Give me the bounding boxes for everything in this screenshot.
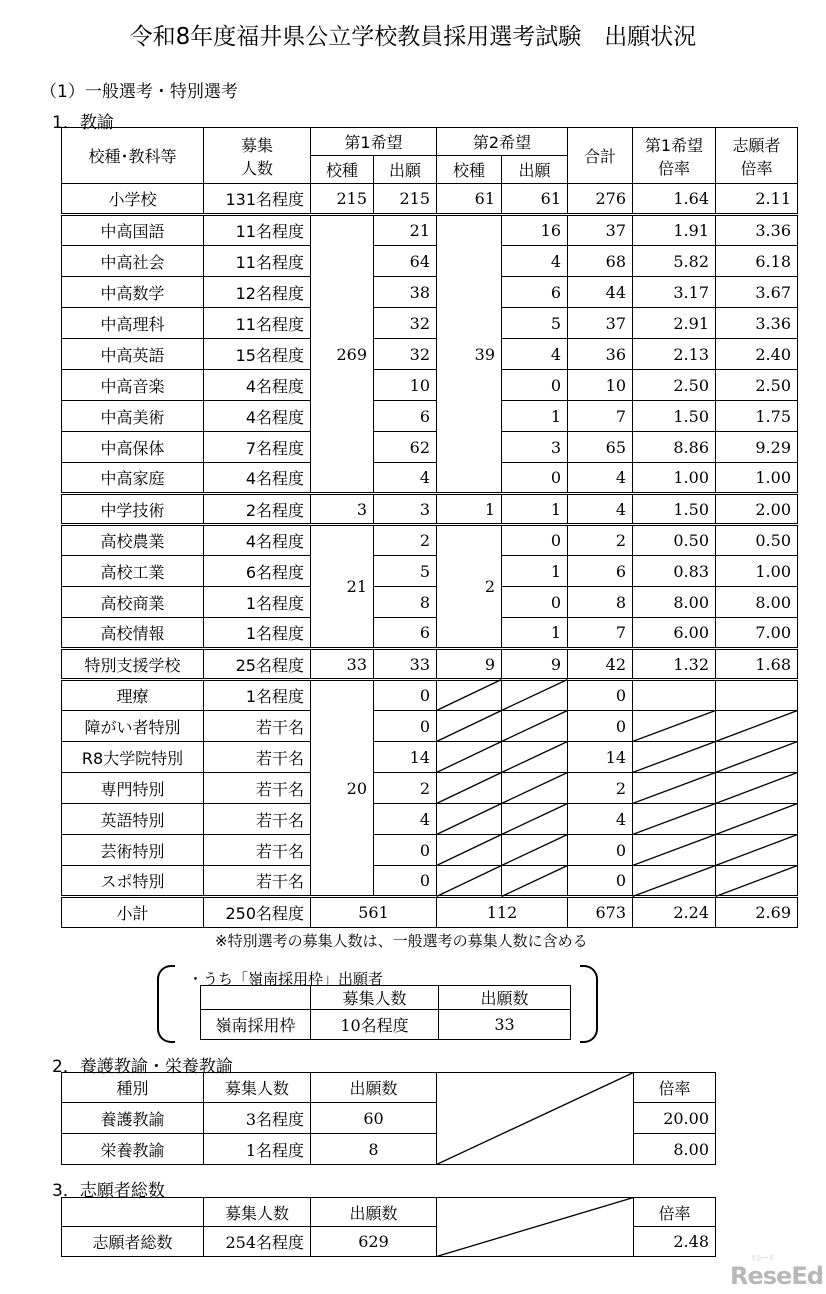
row-first-type: 269	[311, 215, 374, 494]
row-applicant-rate: 9.29	[716, 432, 798, 463]
row-first-type: 33	[311, 649, 374, 680]
row-total: 65	[568, 432, 633, 463]
row-first-apps: 2	[374, 773, 437, 804]
t3-blank-header	[62, 1198, 204, 1227]
table-row	[62, 773, 798, 804]
row-second-type: 9	[437, 649, 502, 680]
row-name: 特別支援学校	[62, 649, 204, 680]
row-applicant-rate: 6.18	[716, 246, 798, 277]
row-name: 中高数学	[62, 277, 204, 308]
row-second-apps	[502, 866, 568, 897]
header-second-choice: 第2希望	[437, 128, 568, 156]
subtotal-quota: 250名程度	[204, 897, 311, 928]
header-total: 合計	[568, 128, 633, 184]
row-first-rate: 3.17	[633, 277, 716, 308]
table-row	[62, 587, 798, 618]
t2-row-quota: 1名程度	[204, 1134, 311, 1165]
row-total: 0	[568, 680, 633, 711]
row-first-apps: 215	[374, 184, 437, 215]
table-row	[62, 649, 798, 680]
row-total: 42	[568, 649, 633, 680]
footnote: ※特別選考の募集人数は、一般選考の募集人数に含める	[215, 932, 588, 950]
row-name: 高校情報	[62, 618, 204, 649]
row-second-apps: 1	[502, 494, 568, 525]
row-name: 高校農業	[62, 525, 204, 556]
row-name: 中学技術	[62, 494, 204, 525]
t2-row-apps: 60	[311, 1103, 437, 1134]
header-first-apps: 出願	[374, 156, 437, 184]
row-total: 0	[568, 835, 633, 866]
row-total: 14	[568, 742, 633, 773]
t2-row-rate: 20.00	[634, 1103, 716, 1134]
row-quota: 15名程度	[204, 339, 311, 370]
row-first-apps: 2	[374, 525, 437, 556]
row-total: 4	[568, 804, 633, 835]
row-total: 44	[568, 277, 633, 308]
row-quota: 11名程度	[204, 308, 311, 339]
row-second-apps: 16	[502, 215, 568, 246]
table-row	[62, 370, 798, 401]
row-applicant-rate	[716, 835, 798, 866]
row-applicant-rate: 1.68	[716, 649, 798, 680]
t2-type-header: 種別	[62, 1073, 204, 1103]
row-first-apps: 8	[374, 587, 437, 618]
t2-rate-header: 倍率	[634, 1073, 716, 1103]
subtotal-first-rate: 2.24	[633, 897, 716, 928]
row-first-apps: 62	[374, 432, 437, 463]
row-second-apps	[502, 804, 568, 835]
row-total: 0	[568, 711, 633, 742]
row-quota: 11名程度	[204, 215, 311, 246]
row-first-rate: 1.00	[633, 463, 716, 494]
t3-rate-header: 倍率	[634, 1198, 716, 1227]
watermark-logo: リシード ReseEd	[730, 1254, 823, 1290]
subtotal-first: 561	[311, 897, 437, 928]
row-total: 4	[568, 463, 633, 494]
row-first-apps: 14	[374, 742, 437, 773]
row-applicant-rate: 1.00	[716, 463, 798, 494]
row-quota: 1名程度	[204, 587, 311, 618]
row-first-rate: 8.00	[633, 587, 716, 618]
row-second-apps: 4	[502, 339, 568, 370]
row-second-type	[437, 804, 502, 835]
row-first-apps: 0	[374, 680, 437, 711]
row-total: 7	[568, 618, 633, 649]
row-quota: 25名程度	[204, 649, 311, 680]
row-second-apps: 0	[502, 587, 568, 618]
row-applicant-rate	[716, 742, 798, 773]
row-quota: 1名程度	[204, 680, 311, 711]
table-row	[62, 494, 798, 525]
reinan-quota-header: 募集人数	[311, 986, 439, 1010]
row-quota: 若干名	[204, 773, 311, 804]
subtotal-total: 673	[568, 897, 633, 928]
nurse-nutrition-table	[61, 1072, 716, 1165]
table-row	[62, 618, 798, 649]
row-applicant-rate: 2.00	[716, 494, 798, 525]
row-first-rate: 1.64	[633, 184, 716, 215]
header-first-rate: 第1希望 倍率	[633, 128, 716, 184]
row-applicant-rate	[716, 773, 798, 804]
reinan-heading: ・うち「嶺南採用枠」出願者	[188, 970, 384, 988]
page-title: 令和8年度福井県公立学校教員採用選考試験 出願状況	[129, 24, 697, 50]
header-applicant-rate: 志願者 倍率	[716, 128, 798, 184]
row-second-apps: 1	[502, 556, 568, 587]
header-second-type: 校種	[437, 156, 502, 184]
t3-row-quota: 254名程度	[204, 1227, 311, 1257]
row-first-apps: 0	[374, 866, 437, 897]
row-first-rate	[633, 835, 716, 866]
row-name: 高校工業	[62, 556, 204, 587]
table-row	[62, 401, 798, 432]
t2-row-rate: 8.00	[634, 1134, 716, 1165]
row-second-apps: 1	[502, 401, 568, 432]
row-second-apps: 3	[502, 432, 568, 463]
row-quota: 若干名	[204, 866, 311, 897]
row-name: 専門特別	[62, 773, 204, 804]
left-bracket	[157, 965, 175, 1043]
row-first-rate	[633, 866, 716, 897]
row-first-apps: 4	[374, 804, 437, 835]
row-total: 10	[568, 370, 633, 401]
row-first-apps: 0	[374, 835, 437, 866]
table-row	[62, 339, 798, 370]
row-second-type	[437, 866, 502, 897]
table-row	[62, 184, 798, 215]
t3-row-name: 志願者総数	[62, 1227, 204, 1257]
t3-blank-cell	[437, 1198, 634, 1257]
row-first-apps: 4	[374, 463, 437, 494]
row-first-rate: 1.50	[633, 494, 716, 525]
subsection-heading-teachers: 1．教諭	[52, 113, 114, 133]
row-second-type	[437, 835, 502, 866]
subtotal-row	[62, 897, 798, 928]
row-name: 高校商業	[62, 587, 204, 618]
row-applicant-rate: 7.00	[716, 618, 798, 649]
row-first-type: 3	[311, 494, 374, 525]
subtotal-name: 小計	[62, 897, 204, 928]
table-row	[62, 463, 798, 494]
t2-blank-cell	[437, 1073, 634, 1165]
row-second-apps: 0	[502, 370, 568, 401]
header-first-type: 校種	[311, 156, 374, 184]
reinan-blank-header	[201, 986, 311, 1010]
row-quota: 若干名	[204, 711, 311, 742]
row-second-apps: 1	[502, 618, 568, 649]
row-applicant-rate	[716, 804, 798, 835]
row-second-apps	[502, 680, 568, 711]
row-second-apps: 0	[502, 463, 568, 494]
row-total: 7	[568, 401, 633, 432]
row-first-rate: 0.50	[633, 525, 716, 556]
subsection-heading-total: 3．志願者総数	[52, 1181, 165, 1201]
row-first-rate: 2.50	[633, 370, 716, 401]
row-first-rate: 6.00	[633, 618, 716, 649]
row-first-rate: 2.13	[633, 339, 716, 370]
t2-quota-header: 募集人数	[204, 1073, 311, 1103]
row-quota: 7名程度	[204, 432, 311, 463]
row-first-rate: 1.50	[633, 401, 716, 432]
t3-row-rate: 2.48	[634, 1227, 716, 1257]
row-second-type	[437, 742, 502, 773]
row-second-apps: 61	[502, 184, 568, 215]
row-second-apps: 0	[502, 525, 568, 556]
row-quota: 若干名	[204, 835, 311, 866]
row-first-rate	[633, 773, 716, 804]
t2-row-apps: 8	[311, 1134, 437, 1165]
header-second-apps: 出願	[502, 156, 568, 184]
row-applicant-rate: 3.36	[716, 308, 798, 339]
table-row	[62, 742, 798, 773]
total-applicants-table	[61, 1197, 716, 1257]
reinan-name: 嶺南採用枠	[201, 1010, 311, 1040]
row-quota: 2名程度	[204, 494, 311, 525]
row-applicant-rate: 2.40	[716, 339, 798, 370]
row-quota: 1名程度	[204, 618, 311, 649]
row-name: 障がい者特別	[62, 711, 204, 742]
t2-row-name: 栄養教諭	[62, 1134, 204, 1165]
row-first-apps: 5	[374, 556, 437, 587]
row-total: 2	[568, 525, 633, 556]
row-total: 68	[568, 246, 633, 277]
row-quota: 若干名	[204, 804, 311, 835]
table-row	[62, 804, 798, 835]
row-total: 37	[568, 215, 633, 246]
row-first-rate: 1.32	[633, 649, 716, 680]
table-row	[62, 215, 798, 246]
row-quota: 4名程度	[204, 463, 311, 494]
row-total: 2	[568, 773, 633, 804]
row-quota: 4名程度	[204, 525, 311, 556]
table-row	[62, 680, 798, 711]
row-first-apps: 32	[374, 339, 437, 370]
row-second-type: 61	[437, 184, 502, 215]
row-first-rate	[633, 711, 716, 742]
row-first-apps: 33	[374, 649, 437, 680]
row-total: 8	[568, 587, 633, 618]
table-row	[62, 308, 798, 339]
row-applicant-rate: 3.67	[716, 277, 798, 308]
row-quota: 11名程度	[204, 246, 311, 277]
row-second-type: 1	[437, 494, 502, 525]
row-second-apps: 5	[502, 308, 568, 339]
row-first-apps: 38	[374, 277, 437, 308]
table-row	[62, 711, 798, 742]
row-second-apps: 9	[502, 649, 568, 680]
row-total: 37	[568, 308, 633, 339]
table-row	[62, 556, 798, 587]
row-second-apps	[502, 742, 568, 773]
row-total: 6	[568, 556, 633, 587]
row-name: 英語特別	[62, 804, 204, 835]
row-first-apps: 32	[374, 308, 437, 339]
row-first-rate: 0.83	[633, 556, 716, 587]
row-applicant-rate	[716, 866, 798, 897]
reinan-apps-header: 出願数	[439, 986, 571, 1010]
row-first-apps: 6	[374, 618, 437, 649]
header-first-choice: 第1希望	[311, 128, 437, 156]
row-quota: 6名程度	[204, 556, 311, 587]
row-applicant-rate: 1.00	[716, 556, 798, 587]
row-first-apps: 21	[374, 215, 437, 246]
row-total: 276	[568, 184, 633, 215]
table-row	[62, 525, 798, 556]
reinan-table	[200, 985, 571, 1040]
row-first-apps: 0	[374, 711, 437, 742]
row-quota: 12名程度	[204, 277, 311, 308]
row-first-rate: 1.91	[633, 215, 716, 246]
row-applicant-rate	[716, 711, 798, 742]
row-second-apps	[502, 835, 568, 866]
row-applicant-rate: 2.11	[716, 184, 798, 215]
row-total: 36	[568, 339, 633, 370]
row-applicant-rate	[716, 680, 798, 711]
subtotal-second: 112	[437, 897, 568, 928]
row-applicant-rate: 8.00	[716, 587, 798, 618]
row-second-type	[437, 680, 502, 711]
right-bracket	[580, 965, 598, 1043]
header-quota: 募集 人数	[204, 128, 311, 184]
table-row	[62, 835, 798, 866]
row-first-rate	[633, 680, 716, 711]
section-heading: （1）一般選考・特別選考	[40, 82, 238, 102]
table-row	[62, 866, 798, 897]
reinan-apps: 33	[439, 1010, 571, 1040]
row-name: 中高英語	[62, 339, 204, 370]
row-name: 芸術特別	[62, 835, 204, 866]
row-second-type: 2	[437, 525, 502, 649]
row-quota: 4名程度	[204, 370, 311, 401]
row-name: スポ特別	[62, 866, 204, 897]
teacher-applications-table	[61, 127, 798, 928]
subsection-heading-nurse-nutrition: 2．養護教諭・栄養教諭	[52, 1057, 233, 1077]
row-first-apps: 64	[374, 246, 437, 277]
table-row	[62, 432, 798, 463]
row-name: 中高理科	[62, 308, 204, 339]
row-first-apps: 6	[374, 401, 437, 432]
table-row	[62, 246, 798, 277]
row-name: 中高社会	[62, 246, 204, 277]
row-first-apps: 3	[374, 494, 437, 525]
row-second-type: 39	[437, 215, 502, 494]
row-name: 理療	[62, 680, 204, 711]
t2-row-quota: 3名程度	[204, 1103, 311, 1134]
row-total: 4	[568, 494, 633, 525]
row-applicant-rate: 0.50	[716, 525, 798, 556]
reinan-quota: 10名程度	[311, 1010, 439, 1040]
row-applicant-rate: 3.36	[716, 215, 798, 246]
row-first-type: 215	[311, 184, 374, 215]
row-name: 中高国語	[62, 215, 204, 246]
row-name: 中高家庭	[62, 463, 204, 494]
row-name: 中高美術	[62, 401, 204, 432]
row-first-apps: 10	[374, 370, 437, 401]
row-quota: 4名程度	[204, 401, 311, 432]
header-subject: 校種･教科等	[62, 128, 204, 184]
row-second-type	[437, 773, 502, 804]
t2-apps-header: 出願数	[311, 1073, 437, 1103]
row-first-rate: 2.91	[633, 308, 716, 339]
row-second-type	[437, 711, 502, 742]
row-first-rate	[633, 804, 716, 835]
row-first-rate	[633, 742, 716, 773]
subtotal-applicant-rate: 2.69	[716, 897, 798, 928]
row-name: 中高保体	[62, 432, 204, 463]
row-second-apps: 6	[502, 277, 568, 308]
t3-row-apps: 629	[311, 1227, 437, 1257]
row-first-type: 20	[311, 680, 374, 897]
t3-apps-header: 出願数	[311, 1198, 437, 1227]
row-first-rate: 5.82	[633, 246, 716, 277]
row-name: 中高音楽	[62, 370, 204, 401]
row-name: R8大学院特別	[62, 742, 204, 773]
row-applicant-rate: 1.75	[716, 401, 798, 432]
row-quota: 131名程度	[204, 184, 311, 215]
row-total: 0	[568, 866, 633, 897]
row-quota: 若干名	[204, 742, 311, 773]
row-second-apps: 4	[502, 246, 568, 277]
row-name: 小学校	[62, 184, 204, 215]
row-first-type: 21	[311, 525, 374, 649]
row-first-rate: 8.86	[633, 432, 716, 463]
table-row	[62, 277, 798, 308]
row-second-apps	[502, 773, 568, 804]
row-applicant-rate: 2.50	[716, 370, 798, 401]
t3-quota-header: 募集人数	[204, 1198, 311, 1227]
row-second-apps	[502, 711, 568, 742]
t2-row-name: 養護教諭	[62, 1103, 204, 1134]
